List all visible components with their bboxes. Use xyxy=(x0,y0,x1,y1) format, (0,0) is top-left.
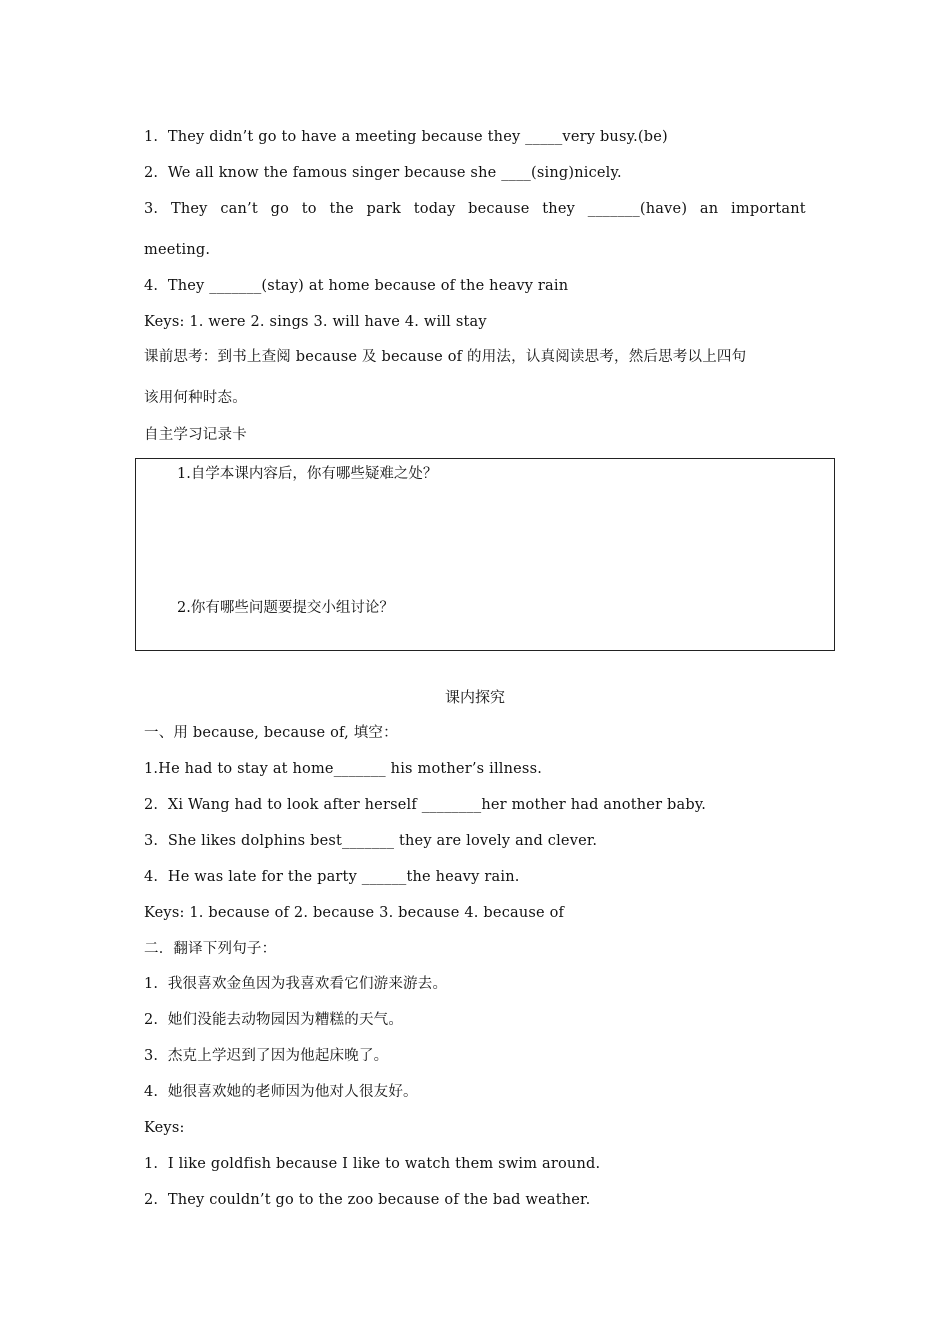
word: _______(have) xyxy=(587,201,688,217)
translate-keys-label: Keys: xyxy=(144,1120,185,1136)
exercise-question-3-continued: meeting. xyxy=(144,242,211,258)
word: the xyxy=(329,201,354,217)
section-title: 课内探究 xyxy=(444,688,505,706)
fill-keys: Keys: 1. because of 2. because 3. because 4. because of xyxy=(144,905,565,921)
translate-sentence-4: 4. 她很喜欢她的老师因为他对人很友好。 xyxy=(144,1084,418,1100)
record-card-question-2: 2.你有哪些问题要提交小组讨论？ xyxy=(177,600,394,616)
fill-question-4: 4. He was late for the party ______the heavy rain. xyxy=(144,869,520,885)
word: an xyxy=(699,201,719,217)
pre-class-thinking-continued: 该用何种时态。 xyxy=(144,390,247,406)
word: they xyxy=(542,201,576,217)
exercise-keys: Keys: 1. were 2. sings 3. will have 4. will stay xyxy=(144,314,487,330)
word: can’t xyxy=(220,201,258,217)
word: important xyxy=(731,201,806,217)
word: go xyxy=(270,201,290,217)
part1-heading: 一、用 because, because of, 填空： xyxy=(144,725,398,741)
exercise-question-4: 4. They _______(stay) at home because of the heavy rain xyxy=(144,278,569,294)
word: They xyxy=(170,201,208,217)
translate-key-2: 2. They couldn’t go to the zoo because of the bad weather. xyxy=(144,1192,591,1208)
exercise-question-1: 1. They didn’t go to have a meeting because they _____very busy.(be) xyxy=(144,129,668,145)
word: 3. xyxy=(144,201,159,217)
record-card-title: 自主学习记录卡 xyxy=(144,427,247,443)
translate-sentence-2: 2. 她们没能去动物园因为糟糕的天气。 xyxy=(144,1012,404,1028)
translate-sentence-3: 3. 杰克上学迟到了因为他起床晚了。 xyxy=(144,1048,389,1064)
exercise-question-3 xyxy=(144,199,806,219)
word: to xyxy=(301,201,317,217)
translate-sentence-1: 1. 我很喜欢金鱼因为我喜欢看它们游来游去。 xyxy=(144,976,448,992)
word: park xyxy=(366,201,401,217)
fill-question-1: 1.He had to stay at home_______ his mother’s illness. xyxy=(144,761,543,777)
translate-key-1: 1. I like goldfish because I like to watch them swim around. xyxy=(144,1156,601,1172)
exercise-question-2: 2. We all know the famous singer because she ____(sing)nicely. xyxy=(144,165,622,181)
record-card-question-1: 1.自学本课内容后，你有哪些疑难之处？ xyxy=(177,466,438,482)
part2-heading: 二．翻译下列句子： xyxy=(144,941,277,957)
fill-question-2: 2. Xi Wang had to look after herself ________her mother had another baby. xyxy=(144,797,707,813)
pre-class-thinking: 课前思考：到书上查阅 because 及 because of 的用法，认真阅读思考，然后思考以上四句 xyxy=(144,349,747,365)
word: because xyxy=(468,201,530,217)
fill-question-3: 3. She likes dolphins best_______ they are lovely and clever. xyxy=(144,833,598,849)
record-card-box xyxy=(135,458,835,651)
word: today xyxy=(413,201,456,217)
